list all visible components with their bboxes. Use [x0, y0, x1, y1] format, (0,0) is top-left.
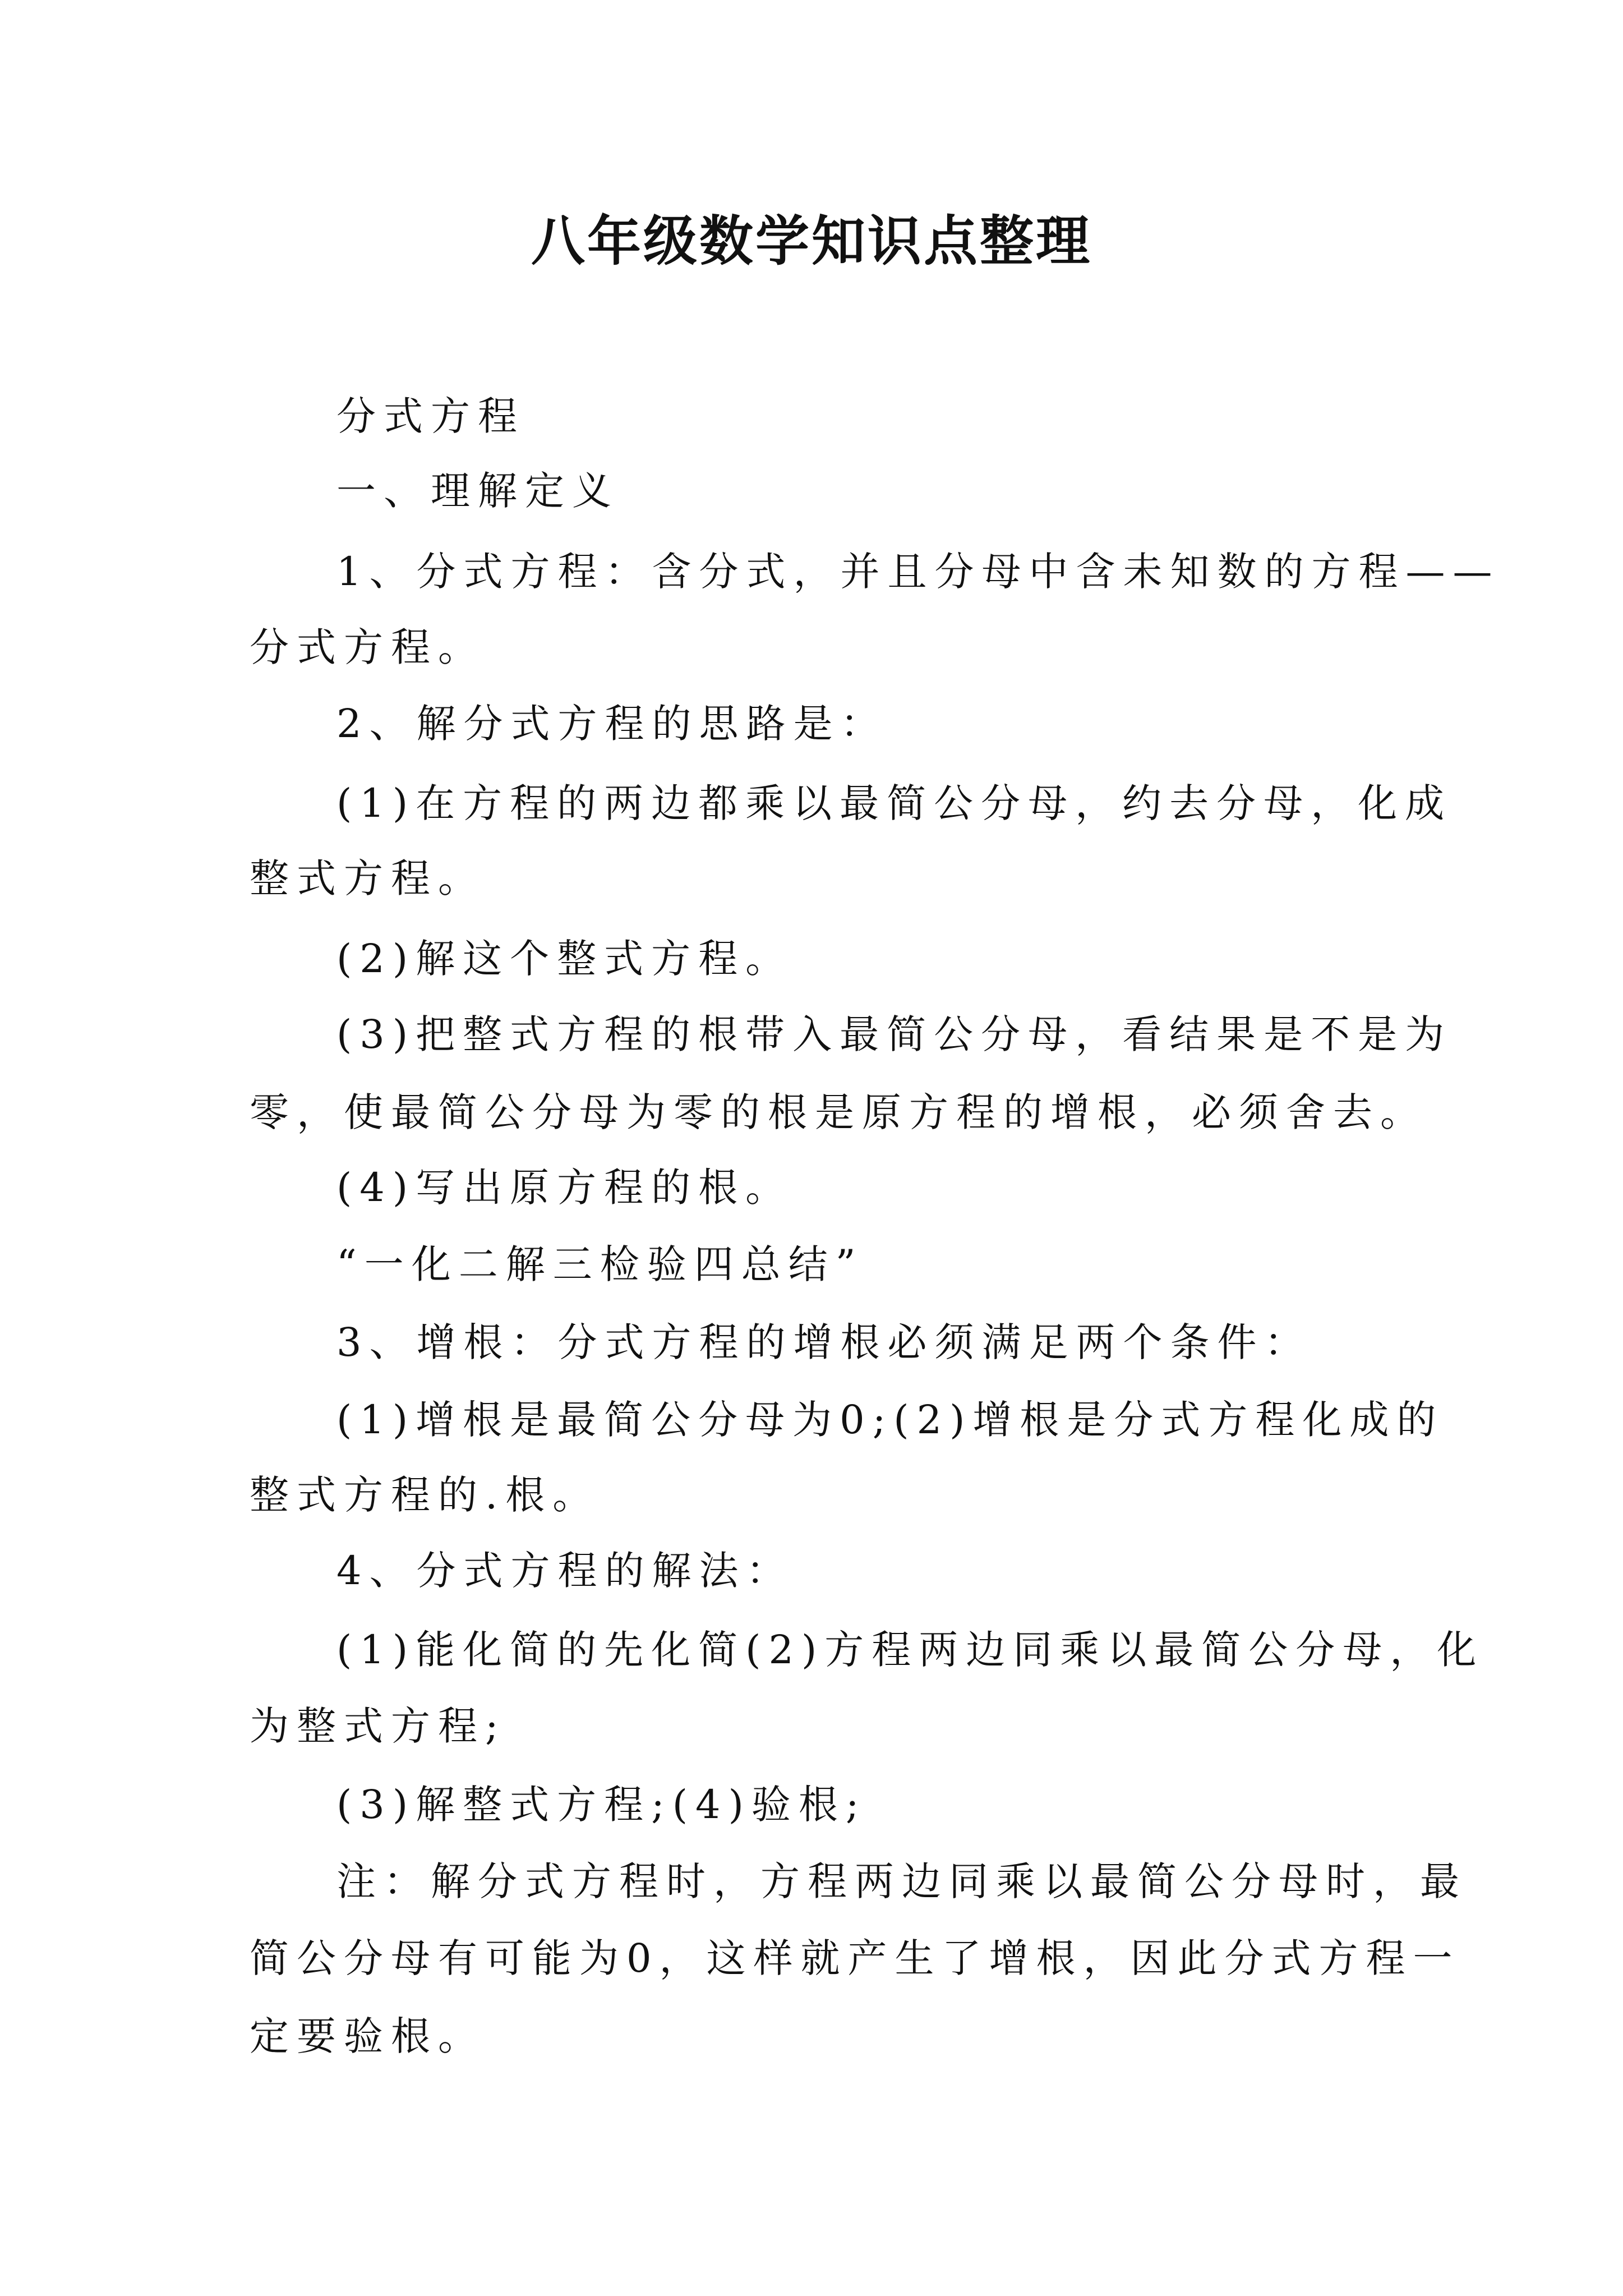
- quote-line: “一化二解三检验四总结”: [336, 1241, 864, 1287]
- paragraph-line: 零，使最简公分母为零的根是原方程的增根，必须舍去。: [250, 1089, 1427, 1135]
- section-heading: 分式方程: [336, 393, 525, 439]
- paragraph-line: (1)增根是最简公分母为0;(2)增根是分式方程化成的: [336, 1397, 1444, 1443]
- paragraph-line: (4)写出原方程的根。: [336, 1165, 793, 1211]
- paragraph-line: 1、分式方程：含分式，并且分母中含未知数的方程——: [336, 549, 1500, 595]
- paragraph-line: (2)解这个整式方程。: [336, 936, 793, 982]
- paragraph-line: 整式方程的.根。: [250, 1472, 600, 1518]
- paragraph-line: (3)把整式方程的根带入最简公分母，看结果是不是为: [336, 1011, 1453, 1057]
- paragraph-line: 整式方程。: [250, 855, 485, 901]
- paragraph-line: 分式方程。: [250, 624, 485, 670]
- paragraph-line: 定要验根。: [250, 2013, 485, 2059]
- paragraph-line: 2、解分式方程的思路是：: [336, 701, 888, 747]
- document-title: 八年级数学知识点整理: [531, 209, 1092, 273]
- paragraph-line: (1)能化简的先化简(2)方程两边同乘以最简公分母，化: [336, 1627, 1484, 1673]
- paragraph-line: 4、分式方程的解法：: [336, 1548, 794, 1594]
- subsection-heading: 一、理解定义: [336, 468, 619, 514]
- paragraph-line: 注：解分式方程时，方程两边同乘以最简公分母时，最: [336, 1858, 1467, 1904]
- paragraph-line: 简公分母有可能为0，这样就产生了增根，因此分式方程一: [250, 1935, 1460, 1981]
- paragraph-line: (3)解整式方程;(4)验根;: [336, 1782, 867, 1828]
- paragraph-line: 为整式方程;: [250, 1703, 506, 1749]
- paragraph-line: (1)在方程的两边都乘以最简公分母，约去分母，化成: [336, 780, 1453, 826]
- paragraph-line: 3、增根：分式方程的增根必须满足两个条件：: [336, 1319, 1312, 1365]
